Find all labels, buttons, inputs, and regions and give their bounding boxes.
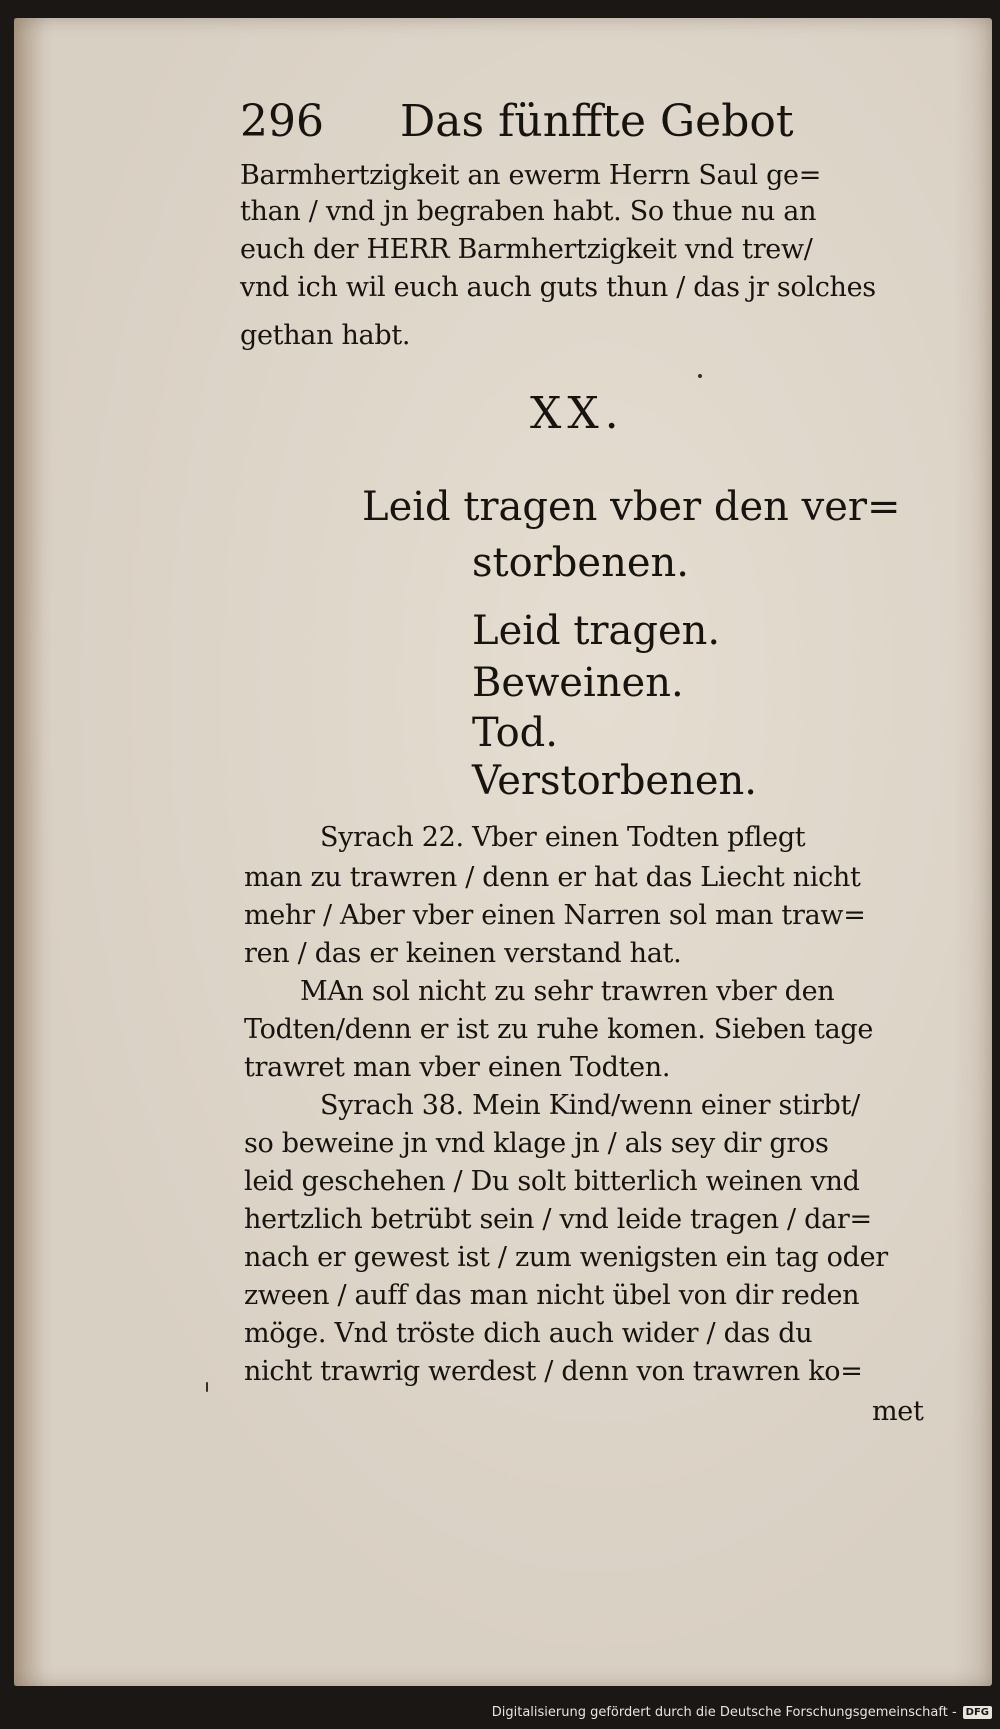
text-line: Syrach 22. Vber einen Todten pflegt [320,822,806,853]
text-line: MAn sol nicht zu sehr trawren vber den [300,976,835,1007]
text-line: so beweine jn vnd klage jn / als sey dir gros [244,1128,829,1159]
text-line: nicht trawrig werdest / denn von trawren ko= [244,1356,863,1387]
catchword: met [872,1396,924,1427]
page-header [240,96,930,156]
text-line: hertzlich betrübt sein / vnd leide tragen / dar= [244,1204,872,1235]
text-line: zween / auff das man nicht übel von dir reden [244,1280,860,1311]
paper-speck [206,1382,208,1392]
text-line: man zu trawren / denn er hat das Liecht nicht [244,862,861,893]
keyword-entry: Tod. [472,710,558,756]
text-line: möge. Vnd tröste dich auch wider / das du [244,1318,813,1349]
running-title: Das fünffte Gebot [400,96,794,147]
text-line: Barmhertzigkeit an ewerm Herrn Saul ge= [240,160,822,191]
keyword-entry: Verstorbenen. [472,758,757,804]
text-line: euch der HERR Barmhertzigkeit vnd trew/ [240,234,813,265]
digitization-footer [492,1701,992,1723]
text-line: Todten/denn er ist zu ruhe komen. Sieben tage [244,1014,874,1045]
keyword-entry: Beweinen. [472,660,684,706]
text-line: leid geschehen / Du solt bitterlich weinen vnd [244,1166,860,1197]
chapter-heading-line: storbenen. [472,540,689,586]
text-line: Syrach 38. Mein Kind/wenn einer stirbt/ [320,1090,860,1121]
text-line: ren / das er keinen verstand hat. [244,938,682,969]
paper-speck [698,374,702,378]
text-line: mehr / Aber vber einen Narren sol man traw= [244,900,866,931]
chapter-heading-line: Leid tragen vber den ver= [362,484,901,530]
page-number: 296 [240,96,324,147]
page-binding-shadow [14,18,44,1686]
keyword-entry: Leid tragen. [472,608,721,654]
chapter-number: XX. [530,388,625,439]
text-line: trawret man vber einen Todten. [244,1052,671,1083]
footer-credit: Digitalisierung gefördert durch die Deutsche Forschungsgemeinschaft - [491,1704,957,1720]
text-line: vnd ich wil euch auch guts thun / das jr solches [240,272,876,303]
dfg-logo: DFG [963,1706,992,1719]
text-line: gethan habt. [240,320,411,351]
text-line: than / vnd jn begraben habt. So thue nu an [240,196,817,227]
text-line: nach er gewest ist / zum wenigsten ein tag oder [244,1242,888,1273]
